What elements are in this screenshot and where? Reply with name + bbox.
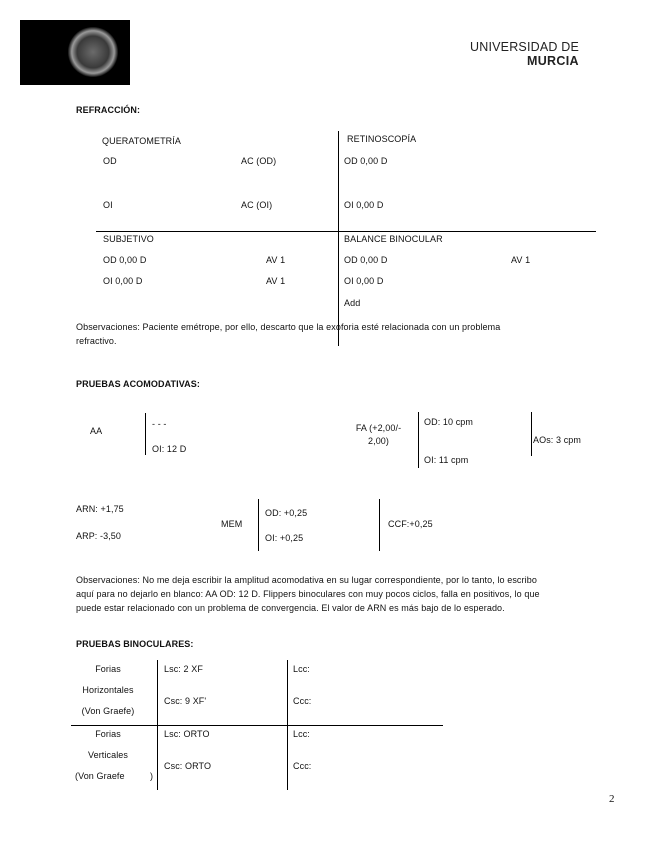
refraction-observations-line2: refractivo. (76, 336, 117, 346)
fa-divider-right (531, 412, 532, 456)
retinoscopia-label: RETINOSCOPÍA (347, 134, 417, 144)
vertical-lsc-value: Lsc: ORTO (164, 729, 210, 739)
arp-value: ARP: -3,50 (76, 531, 122, 541)
aa-od-value: - - - (152, 419, 167, 429)
balance-binocular-label: BALANCE BINOCULAR (344, 234, 443, 244)
accommodative-observations-line2: aquí para no dejarlo en blanco: AA OD: 12 D. Flippers binoculares con muy pocos ciclos, falla en positivos, lo que (76, 589, 540, 599)
queratometria-label: QUERATOMETRÍA (102, 136, 181, 146)
subjetivo-av-od: AV 1 (266, 255, 286, 265)
binocular-title: PRUEBAS BINOCULARES: (76, 639, 194, 649)
horizontal-phoria-label-1: Forias (95, 664, 121, 674)
aa-label: AA (90, 426, 103, 436)
accommodative-title: PRUEBAS ACOMODATIVAS: (76, 379, 200, 389)
horizontal-csc-value: Csc: 9 XF' (164, 696, 207, 706)
horizontal-lcc-value: Lcc: (293, 664, 310, 674)
vertical-phoria-label-1: Forias (95, 729, 121, 739)
subjetivo-av-oi: AV 1 (266, 276, 286, 286)
vertical-lcc-value: Lcc: (293, 729, 310, 739)
university-logo (20, 20, 130, 85)
page-number: 2 (609, 793, 615, 805)
aos-value: AOs: 3 cpm (533, 435, 582, 445)
add-label: Add (344, 298, 361, 308)
balance-av: AV 1 (511, 255, 531, 265)
kerato-oi-label: OI (103, 200, 113, 210)
fa-label-line1: FA (+2,00/- (355, 423, 402, 433)
accommodative-observations-line3: puede estar relacionado con un problema de convergencia. El valor de ARN es más bajo de lo esperado. (76, 603, 505, 613)
mem-od-value: OD: +0,25 (265, 508, 308, 518)
vertical-csc-value: Csc: ORTO (164, 761, 212, 771)
fa-label-line2: 2,00) (367, 436, 389, 446)
refraction-vertical-divider (338, 131, 339, 346)
mem-divider (258, 499, 259, 551)
horizontal-phoria-label-3: (Von Graefe) (81, 706, 135, 716)
subjetivo-oi-value: OI 0,00 D (103, 276, 143, 286)
mem-oi-value: OI: +0,25 (265, 533, 304, 543)
vertical-phoria-label-2: Verticales (87, 750, 129, 760)
aa-divider (145, 413, 146, 455)
retino-oi-value: OI 0,00 D (344, 200, 384, 210)
ccf-value: CCF:+0,25 (388, 519, 433, 529)
ccf-divider (379, 499, 380, 551)
arn-value: ARN: +1,75 (76, 504, 124, 514)
accommodative-observations-line1: Observaciones: No me deja escribir la amplitud acomodativa en su lugar correspondiente, por lo tanto, lo escribo (76, 575, 537, 585)
university-seal-icon (68, 27, 118, 77)
horizontal-lsc-value: Lsc: 2 XF (164, 664, 203, 674)
subjetivo-od-value: OD 0,00 D (103, 255, 147, 265)
balance-oi-value: OI 0,00 D (344, 276, 384, 286)
kerato-ac-od: AC (OD) (241, 156, 277, 166)
kerato-od-label: OD (103, 156, 117, 166)
refraction-title: REFRACCIÓN: (76, 105, 141, 115)
vertical-phoria-label-paren: ) (150, 771, 154, 781)
fa-od-value: OD: 10 cpm (424, 417, 474, 427)
subjetivo-label: SUBJETIVO (103, 234, 154, 244)
fa-divider-left (418, 412, 419, 468)
university-name-line2: MURCIA (527, 54, 579, 68)
refraction-observations-line1: Observaciones: Paciente emétrope, por ello, descarto que la exoforia esté relacionada con un problema (76, 322, 501, 332)
horizontal-ccc-value: Ccc: (293, 696, 312, 706)
retino-od-value: OD 0,00 D (344, 156, 388, 166)
vertical-phoria-label-3: (Von Graefe (75, 771, 125, 781)
refraction-horizontal-divider (96, 231, 596, 232)
binocular-horizontal-divider (71, 725, 443, 726)
balance-od-value: OD 0,00 D (344, 255, 388, 265)
vertical-ccc-value: Ccc: (293, 761, 312, 771)
horizontal-phoria-label-2: Horizontales (82, 685, 134, 695)
kerato-ac-oi: AC (OI) (241, 200, 273, 210)
fa-oi-value: OI: 11 cpm (424, 455, 469, 465)
mem-label: MEM (221, 519, 243, 529)
university-name-line1: UNIVERSIDAD DE (470, 40, 580, 54)
aa-oi-value: OI: 12 D (152, 444, 187, 454)
